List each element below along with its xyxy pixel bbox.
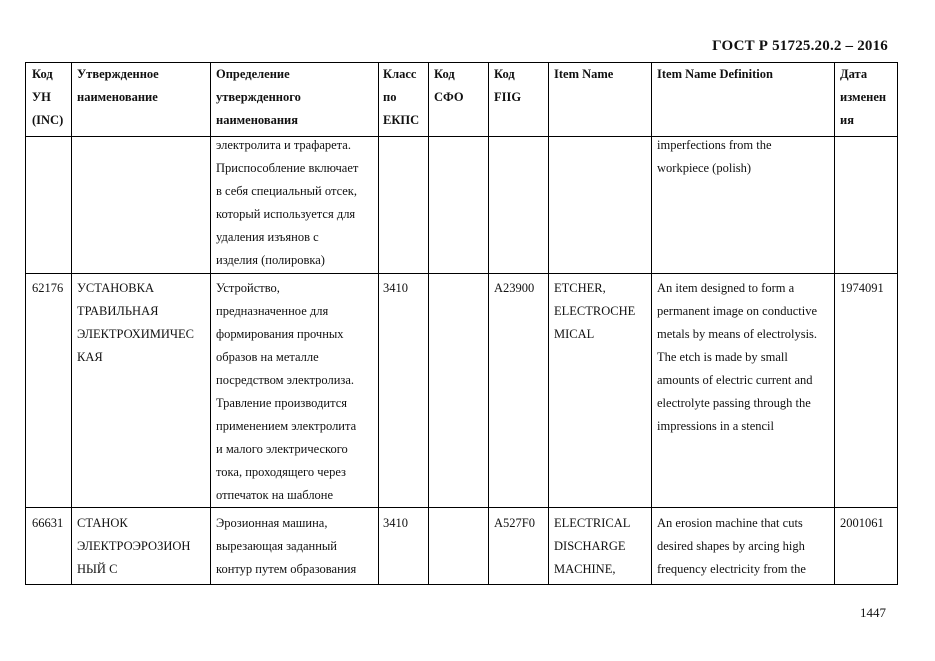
cell-inc: 62176 xyxy=(32,281,64,295)
data-table xyxy=(25,62,898,585)
cell-inc: 66631 xyxy=(32,516,64,530)
column-divider xyxy=(428,63,429,584)
cell-fiig: A23900 xyxy=(494,281,535,295)
cell-item-definition: imperfections from the workpiece (polish) xyxy=(657,138,772,175)
cell-ekps: 3410 xyxy=(383,516,408,530)
column-header-item-name: Item Name xyxy=(554,67,614,81)
cell-name-ru: УСТАНОВКА ТРАВИЛЬНАЯ ЭЛЕКТРОХИМИЧЕС КАЯ xyxy=(77,281,194,364)
cell-date: 2001061 xyxy=(840,516,884,530)
column-header-fiig-code: Код FIIG xyxy=(494,67,522,104)
cell-name-ru: СТАНОК ЭЛЕКТРОЭРОЗИОН НЫЙ С xyxy=(77,516,191,576)
cell-definition-ru: электролита и трафарета. Приспособление включает в себя специальный отсек, который используется для удаления изъянов с изделия (полировка) xyxy=(216,138,359,267)
cell-definition-ru: Устройство, предназначенное для формирования прочных образов на металле посредством электролиза. Травление производится применением электролита и малого электрического тока, проходящего через отпечаток на шаблоне xyxy=(216,281,357,502)
row-divider xyxy=(26,507,897,508)
column-header-approved-name: Утвержденное наименование xyxy=(77,67,159,104)
row-divider xyxy=(26,273,897,274)
column-header-definition: Определение утвержденного наименования xyxy=(216,67,301,127)
cell-item-name: ETCHER, ELECTROCHE MICAL xyxy=(554,281,636,341)
cell-ekps: 3410 xyxy=(383,281,408,295)
column-divider xyxy=(71,63,72,584)
column-header-sfo-code: Код СФО xyxy=(434,67,464,104)
cell-item-definition: An item designed to form a permanent image on conductive metals by means of electrolysis. The etch is made by small amounts of electric current and electrolyte passing through the impressions in a stencil xyxy=(657,281,818,433)
document-title: ГОСТ Р 51725.20.2 – 2016 xyxy=(712,38,888,54)
column-divider xyxy=(548,63,549,584)
column-divider xyxy=(651,63,652,584)
cell-date: 1974091 xyxy=(840,281,884,295)
cell-item-definition: An erosion machine that cuts desired shapes by arcing high frequency electricity from the xyxy=(657,516,806,576)
column-header-item-name-definition: Item Name Definition xyxy=(657,67,773,81)
cell-fiig: A527F0 xyxy=(494,516,535,530)
column-header-inc: Код УН (INC) xyxy=(32,67,64,127)
cell-definition-ru: Эрозионная машина, вырезающая заданный контур путем образования xyxy=(216,516,357,576)
page-number: 1447 xyxy=(860,605,886,620)
column-header-ekps-class: Класс по ЕКПС xyxy=(383,67,420,127)
column-header-change-date: Дата изменен ия xyxy=(840,67,887,127)
column-divider xyxy=(488,63,489,584)
cell-item-name: ELECTRICAL DISCHARGE MACHINE, xyxy=(554,516,631,576)
column-divider xyxy=(210,63,211,584)
column-divider xyxy=(378,63,379,584)
column-divider xyxy=(834,63,835,584)
